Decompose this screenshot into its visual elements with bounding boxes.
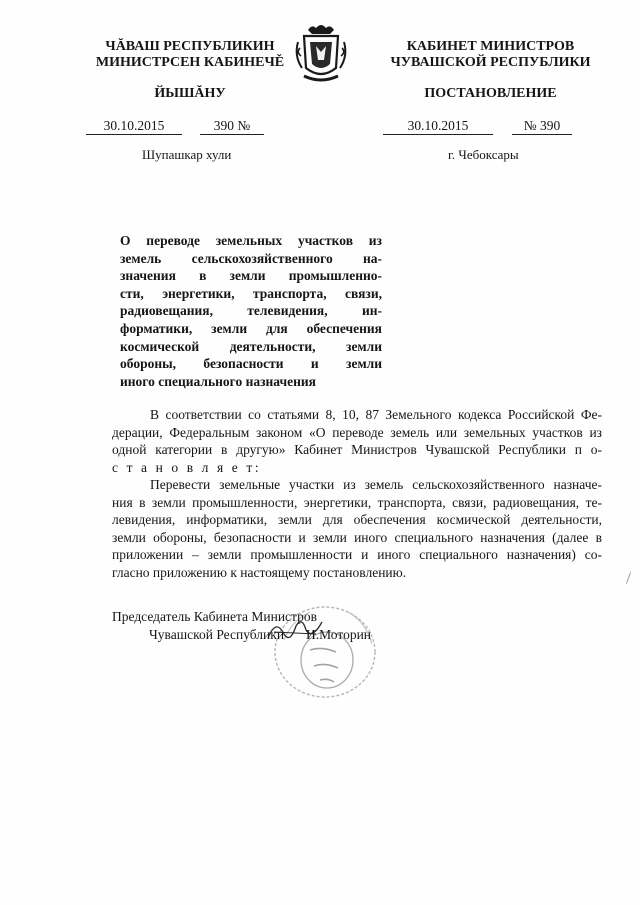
body-line: с т а н о в л я е т: xyxy=(112,459,262,475)
signature-title-line-2: Чувашской Республики xyxy=(149,627,285,642)
title-line: иного специального назначения xyxy=(120,373,316,389)
document-title xyxy=(120,232,382,390)
body-line: дерации, Федеральным законом «О переводе земель или земельных участков из xyxy=(112,424,602,440)
scan-mark xyxy=(626,572,631,584)
title-line: О переводе земельных участков из xyxy=(120,233,382,248)
title-line: сти, энергетики, транспорта, связи, xyxy=(120,285,382,301)
body-line: В соответствии со статьями 8, 10, 87 Земельного кодекса Российской Фе- xyxy=(150,407,602,422)
body-line: одной категории в другую» Кабинет Министров Чувашской Республики п о- xyxy=(112,442,602,458)
paragraph-preamble xyxy=(112,406,602,476)
paragraph-resolution xyxy=(112,476,602,582)
body-line: ния в земли промышленности, энергетики, транспорта, связи, радиовещания, те- xyxy=(112,494,602,510)
header-left-line-1: ЧĂВАШ РЕСПУБЛИКИН xyxy=(105,39,275,54)
title-line: значения в земли промышленно- xyxy=(120,268,382,284)
title-line: форматики, земли для обеспечения xyxy=(120,320,382,336)
header-right-line-1: КАБИНЕТ МИНИСТРОВ xyxy=(406,39,575,54)
body-line: гласно приложению к настоящему постановлению. xyxy=(112,564,407,580)
body-line: земли обороны, безопасности и земли иного специального назначения (далее в xyxy=(112,529,602,545)
title-line: обороны, безопасности и земли xyxy=(120,356,382,372)
title-line: земель сельскохозяйственного на- xyxy=(120,250,382,266)
number-left: 390 № xyxy=(200,118,264,135)
signature-title-line-1: Председатель Кабинета Министров xyxy=(112,609,317,624)
number-right: № 390 xyxy=(512,118,572,135)
title-line: радиовещания, телевидения, ин- xyxy=(120,303,382,319)
body-line: левидения, информатики, земли для обеспечения космической деятельности, xyxy=(112,512,602,528)
header-right-line-2: ЧУВАШСКОЙ РЕСПУБЛИКИ xyxy=(390,55,591,70)
body-line: приложении – земли промышленности и иного специального назначения) со- xyxy=(112,547,602,563)
date-right: 30.10.2015 xyxy=(383,118,493,135)
place-right: г. Чебоксары xyxy=(448,147,519,162)
title-line: космической деятельности, земли xyxy=(120,338,382,354)
header-left-line-2: МИНИСТРСЕН КАБИНЕЧĚ xyxy=(95,55,285,70)
doctype-right: ПОСТАНОВЛЕНИЕ xyxy=(424,86,557,101)
place-left: Шупашкар хули xyxy=(142,147,232,162)
header-right-name xyxy=(383,39,598,71)
body-line: Перевести земельные участки из земель сельскохозяйственного назначе- xyxy=(150,477,602,492)
doctype-left: ЙЫШĂНУ xyxy=(154,86,226,101)
date-left: 30.10.2015 xyxy=(86,118,182,135)
header-left-name xyxy=(70,39,310,71)
signatory-name: И.Моторин xyxy=(306,627,372,642)
